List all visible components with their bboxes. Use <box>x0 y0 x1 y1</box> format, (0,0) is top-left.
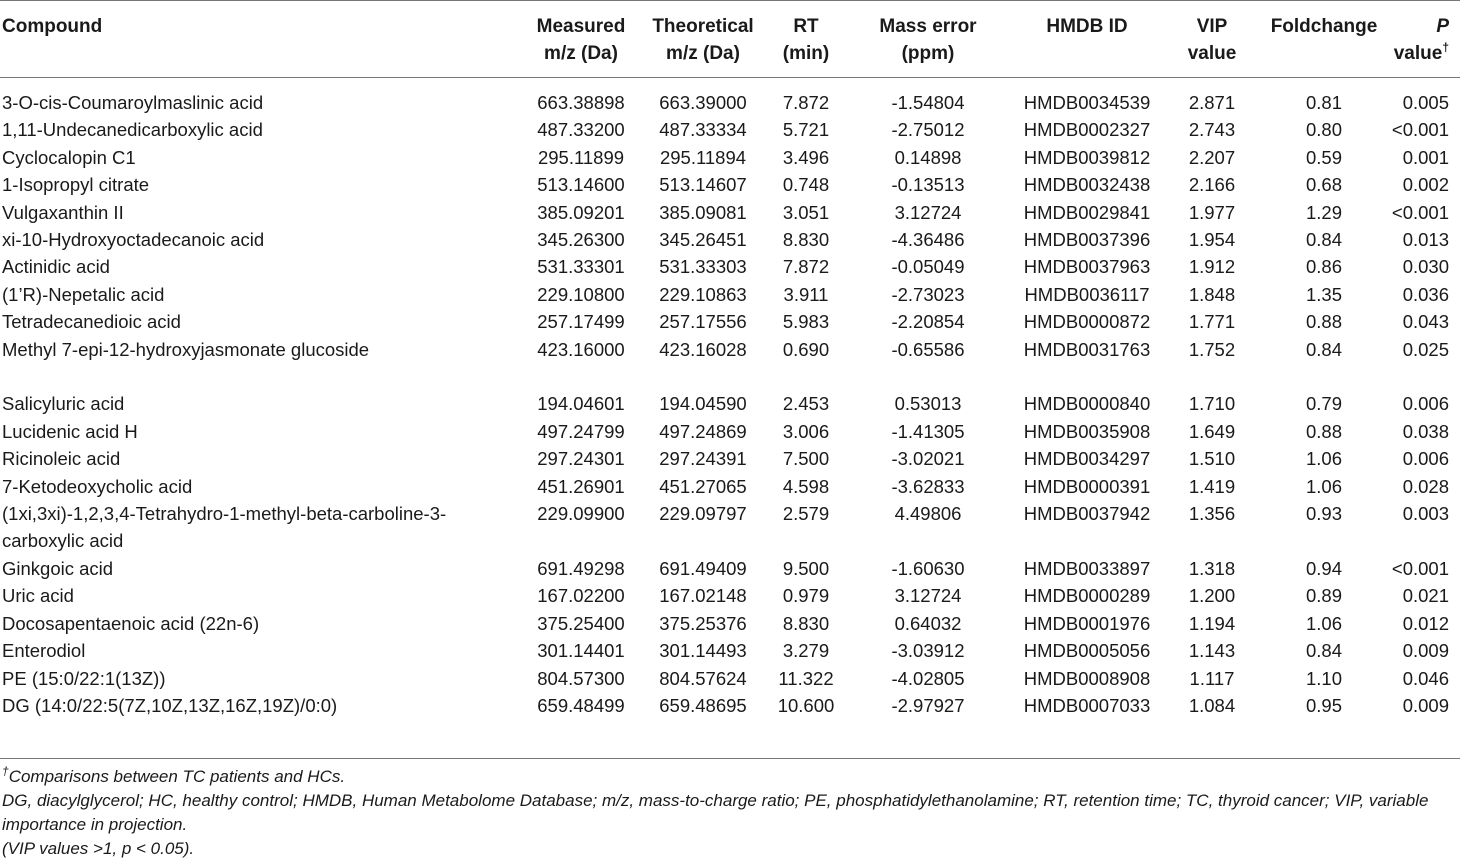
cell-mass-error: -4.02805 <box>891 667 965 689</box>
cell-compound: Methyl 7-epi-12-hydroxyjasmonate glucoside <box>2 338 370 360</box>
cell-hmdb-id: HMDB0035908 <box>1023 420 1151 442</box>
cell-hmdb-id: HMDB0039812 <box>1023 146 1151 168</box>
cell-rt: 2.453 <box>782 393 830 415</box>
cell-measured-mz: 385.09201 <box>537 201 625 223</box>
cell-rt: 4.598 <box>782 475 830 497</box>
cell-compound: (1’R)-Nepetalic acid <box>2 283 165 305</box>
table-row <box>0 144 1460 171</box>
cell-hmdb-id: HMDB0037963 <box>1023 256 1151 278</box>
cell-rt: 0.748 <box>782 174 830 196</box>
cell-compound: Lucidenic acid H <box>2 420 138 442</box>
cell-rt: 10.600 <box>777 694 835 716</box>
cell-measured-mz: 487.33200 <box>537 119 625 141</box>
cell-compound: Cyclocalopin C1 <box>2 146 136 168</box>
bottom-rule <box>0 758 1460 759</box>
cell-vip: 1.649 <box>1188 420 1236 442</box>
cell-measured-mz: 194.04601 <box>537 393 625 415</box>
cell-compound: 7-Ketodeoxycholic acid <box>2 475 193 497</box>
cell-theoretical-mz: 691.49409 <box>659 557 747 579</box>
table-row <box>0 171 1460 198</box>
cell-theoretical-mz: 451.27065 <box>659 475 747 497</box>
cell-hmdb-id: HMDB0000840 <box>1023 393 1151 415</box>
cell-measured-mz: 295.11899 <box>537 146 625 168</box>
cell-measured-mz: 375.25400 <box>537 612 625 634</box>
cell-mass-error: 3.12724 <box>894 201 962 223</box>
cell-compound: Salicyluric acid <box>2 393 125 415</box>
cell-p-value: 0.006 <box>1402 448 1449 470</box>
cell-compound: Actinidic acid <box>2 256 110 278</box>
cell-mass-error: -0.13513 <box>891 174 965 196</box>
cell-hmdb-id: HMDB0034539 <box>1023 92 1151 113</box>
cell-theoretical-mz: 385.09081 <box>659 201 747 223</box>
cell-p-value: 0.009 <box>1402 694 1449 716</box>
cell-measured-mz: 297.24301 <box>537 448 625 470</box>
cell-foldchange: 1.06 <box>1305 612 1342 634</box>
cell-p-value: 0.009 <box>1402 640 1449 662</box>
cell-hmdb-id: HMDB0000872 <box>1023 311 1151 333</box>
cell-vip: 1.977 <box>1188 201 1236 223</box>
cell-hmdb-id: HMDB0029841 <box>1023 201 1151 223</box>
cell-foldchange: 0.88 <box>1305 420 1342 442</box>
cell-foldchange: 0.95 <box>1305 694 1342 716</box>
cell-p-value: 0.001 <box>1402 146 1449 168</box>
cell-foldchange: 0.84 <box>1305 229 1342 251</box>
cell-mass-error: 0.64032 <box>894 612 962 634</box>
cell-mass-error: -3.03912 <box>891 640 965 662</box>
cell-hmdb-id: HMDB0000289 <box>1023 585 1151 607</box>
table-row <box>0 226 1460 253</box>
cell-mass-error: 3.12724 <box>894 585 962 607</box>
cell-rt: 3.279 <box>782 640 830 662</box>
cell-measured-mz: 345.26300 <box>537 229 625 251</box>
cell-theoretical-mz: 301.14493 <box>659 640 747 662</box>
cell-p-value: 0.043 <box>1402 311 1449 333</box>
cell-compound: Vulgaxanthin II <box>2 201 124 223</box>
cell-mass-error: -2.97927 <box>891 694 965 716</box>
table-row <box>0 390 1460 417</box>
cell-rt: 0.979 <box>782 585 830 607</box>
cell-vip: 1.510 <box>1188 448 1236 470</box>
cell-compound: Uric acid <box>2 585 74 607</box>
table-row <box>0 692 1460 747</box>
cell-foldchange: 1.06 <box>1305 448 1342 470</box>
cell-p-value: 0.012 <box>1402 612 1449 634</box>
cell-mass-error: -3.02021 <box>891 448 965 470</box>
cell-vip: 1.752 <box>1188 338 1236 360</box>
cell-rt: 3.911 <box>783 283 829 305</box>
cell-p-value: 0.036 <box>1402 283 1449 305</box>
cell-p-value: <0.001 <box>1391 557 1449 579</box>
cell-foldchange: 1.35 <box>1305 283 1342 305</box>
header-compound: Compound <box>2 16 103 37</box>
cell-p-value: 0.030 <box>1402 256 1449 278</box>
cell-measured-mz: 451.26901 <box>537 475 625 497</box>
cell-rt: 7.500 <box>782 448 830 470</box>
cell-measured-mz: 531.33301 <box>537 256 625 278</box>
table-row <box>0 281 1460 308</box>
cell-theoretical-mz: 663.39000 <box>659 92 747 113</box>
cell-p-value: 0.006 <box>1402 393 1449 415</box>
table-footnotes <box>2 765 1458 861</box>
cell-compound: xi-10-Hydroxyoctadecanoic acid <box>2 229 265 251</box>
cell-rt: 5.721 <box>782 119 830 141</box>
cell-foldchange: 0.94 <box>1305 557 1342 579</box>
cell-vip: 2.743 <box>1188 119 1236 141</box>
cell-measured-mz: 423.16000 <box>537 338 625 360</box>
cell-hmdb-id: HMDB0007033 <box>1023 694 1151 716</box>
cell-foldchange: 0.59 <box>1305 146 1342 168</box>
cell-compound: (1xi,3xi)-1,2,3,4-Tetrahydro-1-methyl-beta-carboline-3-carboxylic acid <box>2 503 447 552</box>
cell-foldchange: 0.93 <box>1305 503 1342 525</box>
cell-theoretical-mz: 295.11894 <box>659 146 747 168</box>
cell-foldchange: 0.86 <box>1305 256 1342 278</box>
cell-rt: 7.872 <box>782 256 830 278</box>
cell-measured-mz: 167.02200 <box>537 585 625 607</box>
cell-vip: 1.084 <box>1188 694 1236 716</box>
cell-mass-error: 0.14898 <box>894 146 962 168</box>
cell-theoretical-mz: 804.57624 <box>659 667 747 689</box>
table-row <box>0 199 1460 226</box>
table-row <box>0 445 1460 472</box>
cell-compound: Ginkgoic acid <box>2 557 114 579</box>
cell-vip: 1.771 <box>1188 311 1236 333</box>
cell-theoretical-mz: 167.02148 <box>659 585 747 607</box>
cell-hmdb-id: HMDB0032438 <box>1023 174 1151 196</box>
table-row <box>0 253 1460 280</box>
cell-theoretical-mz: 531.33303 <box>659 256 747 278</box>
cell-rt: 7.872 <box>782 92 830 113</box>
cell-compound: Enterodiol <box>2 640 86 662</box>
cell-rt: 2.579 <box>782 503 830 525</box>
cell-hmdb-id: HMDB0000391 <box>1023 475 1151 497</box>
cell-theoretical-mz: 659.48695 <box>659 694 747 716</box>
cell-vip: 1.117 <box>1189 667 1235 689</box>
cell-theoretical-mz: 513.14607 <box>659 174 747 196</box>
cell-p-value: 0.021 <box>1402 585 1449 607</box>
cell-measured-mz: 301.14401 <box>537 640 625 662</box>
table-row <box>0 473 1460 500</box>
header-mass-error: Mass error (ppm) <box>879 16 977 64</box>
cell-measured-mz: 691.49298 <box>537 557 625 579</box>
cell-mass-error: -2.73023 <box>891 283 965 305</box>
cell-vip: 1.143 <box>1188 640 1236 662</box>
cell-vip: 1.356 <box>1188 503 1236 525</box>
table-row <box>0 116 1460 143</box>
table-row <box>0 500 1460 555</box>
cell-foldchange: 0.79 <box>1305 393 1342 415</box>
cell-measured-mz: 497.24799 <box>537 420 625 442</box>
header-row <box>0 0 1460 77</box>
cell-compound: Docosapentaenoic acid (22n-6) <box>2 612 260 634</box>
cell-foldchange: 1.29 <box>1305 201 1342 223</box>
cell-mass-error: -2.20854 <box>891 311 965 333</box>
cell-rt: 8.830 <box>782 229 830 251</box>
cell-measured-mz: 659.48499 <box>537 694 625 716</box>
cell-p-value: 0.028 <box>1402 475 1449 497</box>
table-row <box>0 308 1460 335</box>
header-p-value: P value† <box>1393 16 1449 64</box>
cell-rt: 9.500 <box>782 557 830 579</box>
cell-foldchange: 0.80 <box>1305 119 1342 141</box>
cell-compound: 1-Isopropyl citrate <box>2 174 150 196</box>
cell-measured-mz: 663.38898 <box>537 92 625 113</box>
cell-mass-error: -4.36486 <box>891 229 965 251</box>
cell-measured-mz: 229.09900 <box>537 503 625 525</box>
cell-theoretical-mz: 375.25376 <box>659 612 747 634</box>
cell-theoretical-mz: 423.16028 <box>659 338 747 360</box>
cell-measured-mz: 229.10800 <box>537 283 625 305</box>
cell-p-value: 0.013 <box>1402 229 1449 251</box>
cell-hmdb-id: HMDB0033897 <box>1023 557 1151 579</box>
cell-mass-error: -1.54804 <box>891 92 965 113</box>
header-measured: Measured m/z (Da) <box>536 16 626 64</box>
cell-p-value: 0.002 <box>1402 174 1449 196</box>
cell-compound: 1,11-Undecanedicarboxylic acid <box>2 119 263 141</box>
cell-rt: 8.830 <box>782 612 830 634</box>
cell-p-value: 0.003 <box>1402 503 1449 525</box>
cell-vip: 1.194 <box>1188 612 1236 634</box>
cell-hmdb-id: HMDB0037942 <box>1023 503 1151 525</box>
cell-theoretical-mz: 229.10863 <box>659 283 747 305</box>
footnote-abbreviations: DG, diacylglycerol; HC, healthy control; HMDB, Human Metabolome Database; m/z, mass-to-charge ratio; PE, phosphatidylethanolamine; RT, retention time; TC, thyroid cancer; VIP, variable importance in projection. <box>2 791 1429 834</box>
cell-theoretical-mz: 345.26451 <box>659 229 747 251</box>
cell-p-value: <0.001 <box>1391 119 1449 141</box>
cell-foldchange: 0.81 <box>1305 92 1342 113</box>
cell-vip: 1.318 <box>1188 557 1236 579</box>
cell-rt: 3.496 <box>782 146 830 168</box>
cell-mass-error: 4.49806 <box>894 503 962 525</box>
cell-rt: 5.983 <box>782 311 830 333</box>
cell-hmdb-id: HMDB0036117 <box>1024 283 1150 305</box>
cell-compound: Ricinoleic acid <box>2 448 121 470</box>
footnote-criteria: (VIP values >1, p < 0.05). <box>2 839 195 858</box>
cell-foldchange: 0.68 <box>1305 174 1342 196</box>
cell-hmdb-id: HMDB0037396 <box>1023 229 1151 251</box>
cell-theoretical-mz: 487.33334 <box>659 119 747 141</box>
table-row <box>0 77 1460 116</box>
table-row <box>0 582 1460 609</box>
cell-vip: 1.912 <box>1188 256 1236 278</box>
cell-hmdb-id: HMDB0002327 <box>1023 119 1151 141</box>
table-row <box>0 555 1460 582</box>
cell-mass-error: -1.60630 <box>891 557 965 579</box>
cell-rt: 11.322 <box>778 667 834 689</box>
header-hmdb-id: HMDB ID <box>1046 16 1128 37</box>
cell-mass-error: -1.41305 <box>891 420 965 442</box>
cell-theoretical-mz: 229.09797 <box>659 503 747 525</box>
cell-p-value: 0.025 <box>1402 338 1449 360</box>
cell-foldchange: 0.89 <box>1305 585 1342 607</box>
cell-vip: 2.166 <box>1188 174 1236 196</box>
table-row <box>0 637 1460 664</box>
cell-rt: 0.690 <box>782 338 830 360</box>
cell-foldchange: 1.06 <box>1305 475 1342 497</box>
cell-theoretical-mz: 257.17556 <box>659 311 747 333</box>
table-row <box>0 418 1460 445</box>
cell-compound: DG (14:0/22:5(7Z,10Z,13Z,16Z,19Z)/0:0) <box>2 694 338 716</box>
cell-foldchange: 0.88 <box>1305 311 1342 333</box>
header-vip: VIP value <box>1187 16 1237 64</box>
header-foldchange: Foldchange <box>1270 16 1378 37</box>
cell-p-value: 0.046 <box>1402 667 1449 689</box>
cell-theoretical-mz: 297.24391 <box>659 448 747 470</box>
cell-measured-mz: 513.14600 <box>537 174 625 196</box>
cell-p-value: 0.038 <box>1402 420 1449 442</box>
header-theoretical: Theoretical m/z (Da) <box>652 16 754 64</box>
cell-vip: 2.871 <box>1188 92 1236 113</box>
cell-foldchange: 0.84 <box>1305 338 1342 360</box>
footnote-dagger: †Comparisons between TC patients and HCs. <box>2 764 346 786</box>
cell-compound: PE (15:0/22:1(13Z)) <box>2 667 166 689</box>
cell-theoretical-mz: 194.04590 <box>659 393 747 415</box>
cell-foldchange: 1.10 <box>1305 667 1342 689</box>
cell-hmdb-id: HMDB0008908 <box>1023 667 1151 689</box>
table-row <box>0 665 1460 692</box>
cell-vip: 1.710 <box>1188 393 1236 415</box>
cell-vip: 1.419 <box>1188 475 1236 497</box>
cell-mass-error: 0.53013 <box>894 393 962 415</box>
cell-vip: 1.848 <box>1188 283 1236 305</box>
cell-measured-mz: 257.17499 <box>537 311 625 333</box>
cell-vip: 1.200 <box>1188 585 1236 607</box>
cell-compound: 3-O-cis-Coumaroylmaslinic acid <box>2 92 264 113</box>
table-row <box>0 610 1460 637</box>
cell-rt: 3.051 <box>782 201 830 223</box>
table-row <box>0 336 1460 391</box>
header-rt: RT (min) <box>782 16 830 64</box>
cell-hmdb-id: HMDB0001976 <box>1023 612 1151 634</box>
cell-compound: Tetradecanedioic acid <box>2 311 181 333</box>
table-body <box>0 77 1460 747</box>
cell-vip: 1.954 <box>1188 229 1236 251</box>
cell-p-value: <0.001 <box>1391 201 1449 223</box>
cell-p-value: 0.005 <box>1402 92 1449 113</box>
cell-mass-error: -3.62833 <box>891 475 965 497</box>
cell-mass-error: -0.05049 <box>891 256 965 278</box>
cell-foldchange: 0.84 <box>1305 640 1342 662</box>
cell-hmdb-id: HMDB0005056 <box>1023 640 1151 662</box>
cell-hmdb-id: HMDB0034297 <box>1023 448 1151 470</box>
cell-measured-mz: 804.57300 <box>537 667 625 689</box>
cell-hmdb-id: HMDB0031763 <box>1023 338 1151 360</box>
cell-rt: 3.006 <box>782 420 830 442</box>
cell-theoretical-mz: 497.24869 <box>659 420 747 442</box>
cell-mass-error: -2.75012 <box>891 119 965 141</box>
cell-mass-error: -0.65586 <box>891 338 965 360</box>
cell-vip: 2.207 <box>1188 146 1236 168</box>
